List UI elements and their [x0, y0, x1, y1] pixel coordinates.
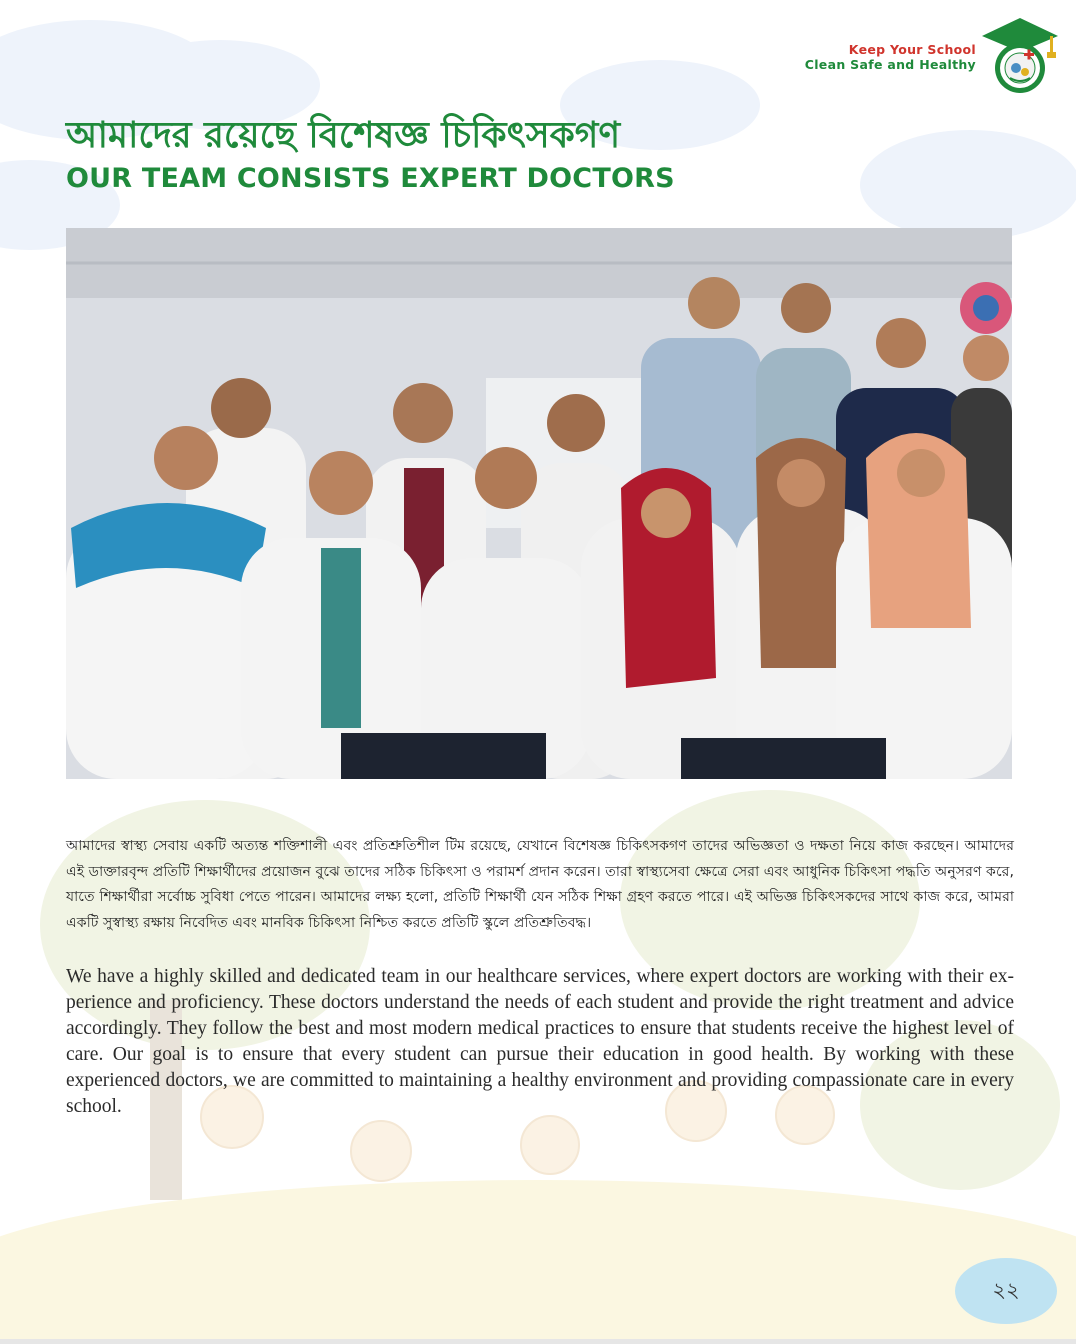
group-photo-doctors — [66, 228, 1012, 779]
brand-tagline-line2: Clean Safe and Healthy — [804, 57, 976, 72]
graduation-cap-medical-icon — [980, 16, 1060, 98]
cloud-decoration — [860, 130, 1076, 240]
brand-tagline — [805, 42, 976, 72]
bottom-strip — [0, 1339, 1076, 1344]
body-paragraph-english: We have a highly skilled and dedicated team in our healthcare services, where expert doctors are working with their ex-perience and proficiency. These doctors understand the needs of each student and provide the right treatment and advice accordingly. They follow the best and most modern medical practices to ensure that students receive the highest level of care. Our goal is to ensure that every student can pursue their education in good health. By working with these experienced doctors, we are committed to maintaining a healthy environment and providing compassionate care in every school. — [66, 966, 1014, 1117]
page-number-badge — [955, 1258, 1057, 1324]
page-title-bengali: আমাদের রয়েছে বিশেষজ্ঞ চিকিৎসকগণ — [66, 115, 621, 156]
page-number: ২২ — [992, 1277, 1020, 1302]
kid-illustration — [520, 1115, 580, 1175]
kid-illustration — [350, 1120, 412, 1182]
page-title-english: OUR TEAM CONSISTS EXPERT DOCTORS — [66, 163, 675, 194]
body-paragraph-bengali: আমাদের স্বাস্থ্য সেবায় একটি অত্যন্ত শক্তিশালী এবং প্রতিশ্রুতিশীল টিম রয়েছে, যেখানে বিশেষজ্ঞ চিকিৎসকগণ তাদের অভিজ্ঞতা ও দক্ষতা নিয়ে কাজ করছেন। আমাদের এই ডাক্তারবৃন্দ প্রতিটি শিক্ষার্থীদের প্রয়োজন বুঝে তাদের সঠিক চিকিৎসা ও পরামর্শ প্রদান করেন। তারা স্বাস্থ্যসেবা ক্ষেত্রে সেরা এবং আধুনিক চিকিৎসা পদ্ধতি অনুসরণ করে, যাতে শিক্ষার্থীরা সর্বোচ্চ সুবিধা পেতে পারেন। আমাদের লক্ষ্য হলো, প্রতিটি শিক্ষার্থী যেন সঠিক শিক্ষা গ্রহণ করতে পারে। এই অভিজ্ঞ চিকিৎসকদের সাথে কাজ করে, আমরা একটি সুস্বাস্থ্য রক্ষায় নিবেদিত এবং মানবিক চিকিৎসা নিশ্চিত করতে প্রতিটি স্কুলে প্রতিশ্রুতিবদ্ধ। — [66, 838, 1014, 931]
ground-decoration — [0, 1180, 1076, 1344]
brand-tagline-line1: Keep Your School — [848, 42, 976, 57]
